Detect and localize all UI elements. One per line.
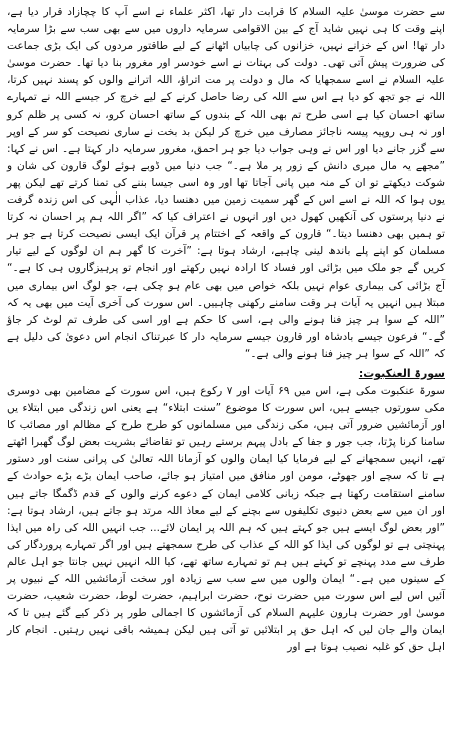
surah-ankabut-heading: سورۃ العنکبوت: [358,366,445,380]
ankabut-summary-paragraph: سورۃ عنکبوت مکی ہے، اس میں ۶۹ آیات اور ۷ رکوع ہیں، اس سورت کے مضامین بھی دوسری مکی سورتوں جیسے ہیں، اس سورت کا موضوع ”سنت ابتلاء“ ہے یعنی اس زندگی میں ابتلاء یں اور آزمائشیں ضرور آتی ہیں، مکی زندگی میں مسلمانوں کو طرح طرح کے مظالم اور مصائب کا سامنا کرنا پڑتا، جب جور و جفا کے بادل پیہم برستے رہیں تو تقاضائے بشریت بعض لوگ گھبرا اٹھتے تھے، انہیں سمجھانے کے لیے فرمایا کیا ایمان والوں کو آزمانا اللہ تعالیٰ کی پرانی سنت اور دستور ہے تا کہ سچے اور جھوٹے، مومن اور منافق میں امتیاز ہو جائے، صاحب ایمان بڑے بڑے حوادث کے سامنے استقامت رکھتا ہے جبکہ زبانی کلامی ایمان کے دعوے کرنے والوں کے قدم ڈگمگا جاتے ہیں اور ان میں سے بعض دنیوی تکلیفوں سے بچنے کے لیے معاذ اللہ مرتد ہو جاتے ہیں، ارشاد ہوتا ہے: ”اور بعض لوگ ایسے ہیں جو کہتے ہیں کہ ہم اللہ پر ایمان لائے... جب انہیں اللہ کی راہ میں ایذا پہنچتی ہے تو لوگوں کی ایذا کو اللہ کے عذاب کی طرح سمجھتے ہیں اور اگر تمہارے پروردگار کی طرف سے مدد پہنچے تو کہتے ہیں ہم تو تمہارے ساتھ تھے، کیا اللہ انہیں نہیں جانتا جو اہل عالم کے سینوں میں ہے۔“ ایمان والوں میں سے سب سے زیادہ اور سخت آزمائشیں اللہ کے نبیوں پر آئیں اس لیے اس سورت میں حضرت نوح، حضرت ابراہیم، حضرت لوط، حضرت شعیب، حضرت موسیٰ اور حضرت ہارون علیہم السلام کی آزمائشوں کا اجمالی طور پر ذکر کیے گئے ہیں تا کہ ایمان والے جان لیں کہ اہل حق پر ابتلائیں تو آتی ہیں لیکن ہمیشہ باقی نہیں رہتیں۔ انجام کار اہل حق کو غلبہ نصیب ہوتا ہے اور [7,384,446,654]
qasas-summary-paragraph: سے حضرت موسیٰ علیہ السلام کا قرابت دار تھا، اکثر علماء نے اسے آپ کا چچازاد قرار دیا ہے، اپنے وقت کا ہی نہیں شاید آج کے بین الاقوامی سرمایہ داروں میں سے بھی سب سے بڑا سرمایہ دار تھا! اس کے خزانے نہیں، خزانوں کی چابیاں اٹھانے کے لیے طاقتور مردوں کی ایک بڑی جماعت کی ضرورت پیش آتی تھی۔ دولت کی بہتات نے اسے خودسر اور مغرور بنا دیا تھا۔ حضرت موسیٰ علیہ السلام نے اسے سمجھایا کہ مال و دولت پر مت اتراؤ، اللہ اترانے والوں کو پسند نہیں کرتا، اللہ نے جو تجھ کو دیا ہے اس سے اللہ کی رضا حاصل کرنے کے لیے خرچ کر جیسے اللہ نے تمہارے ساتھ احسان کیا ہے اسی طرح تم بھی اللہ کے بندوں کے ساتھ احسان کرو، نہ کسی پر ظلم کرو اور نہ ہی روپیہ پیسہ ناجائز مصارف میں خرچ کر لیکن بد بخت نے ساری نصیحت کو سر کے اوپر سے گزر جانے دیا اور اس نے وہی جواب دیا جو ہر احمق، مغرور سرمایہ دار کہتا ہے۔ اس نے کہا: ”مجھے یہ مال میری دانش کے زور پر ملا ہے۔“ جب دنیا میں ڈوبے ہوئے لوگ قارون کی شان و شوکت دیکھتے تو ان کے منہ میں پانی آجاتا تھا اور وہ اسی جیسا بننے کی تمنا کرتے تھے لیکن پھر یوں ہوا کہ اللہ نے اسے اس کے گھر سمیت زمین میں دھنسا دیا، عذاب الٰہی کی اس زندہ گرفت نے دنیا پرستوں کی آنکھیں کھول دیں اور انہوں نے اعتراف کیا کہ ”اگر اللہ ہم پر احسان نہ کرتا تو ہمیں بھی دھنسا دیتا۔“ قارون کے واقعہ کے اختتام پر قرآن ایک ایسی نصیحت کرتا ہے جو ہر مسلمان کو اپنے پلے باندھ لینی چاہیے، ارشاد ہوتا ہے: ”آخرت کا گھر ہم ان لوگوں کے لیے تیار کریں گے جو ملک میں بڑائی اور فساد کا ارادہ نہیں رکھتے اور انجام تو پرہیزگاروں ہی کا ہے۔“ آج بڑائی کی بیماری عوام نہیں بلکہ خواص میں بھی عام ہو چکی ہے، جو لوگ اس بیماری میں مبتلا ہیں انہیں یہ آیات ہر وقت سامنے رکھنی چاہییں۔ اس سورت کی آخری آیت میں بھی یہ کہ ”اللہ کے سوا ہر چیز فنا ہونے والی ہے، اسی کا حکم ہے اور اسی کی طرف تم لوٹ کر جاؤ گے۔“ فرعون جیسے بادشاہ اور قارون جیسے سرمایہ دار کا عبرتناک انجام اس دعویٰ کی دلیل ہے کہ ”اللہ کے سوا ہر چیز فنا ہونے والی ہے۔“ [7,6,445,360]
